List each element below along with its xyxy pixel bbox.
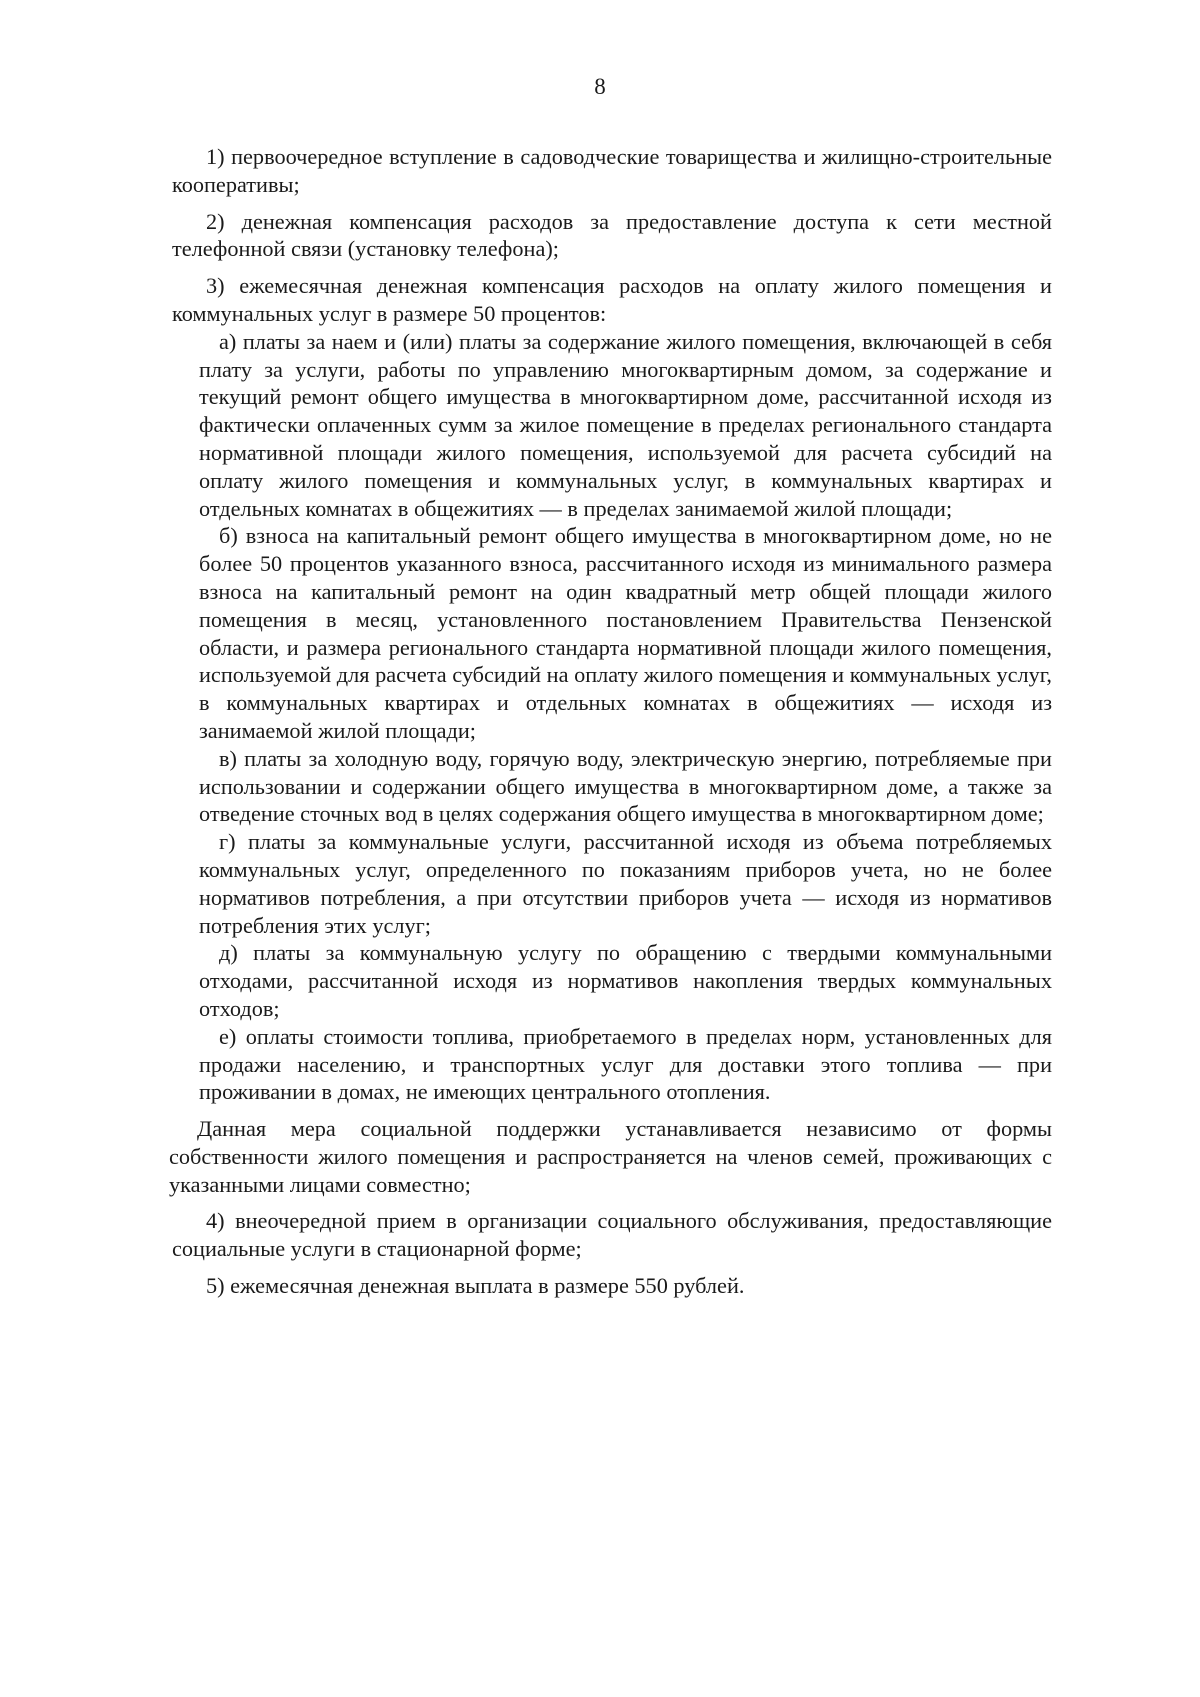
support-measure-paragraph: Данная мера социальной поддержки устанавливается независимо от формы собственности жилого помещения и распространяется на членов семей, проживающих с указанными лицами совместно; bbox=[169, 1116, 1052, 1197]
document-body bbox=[169, 143, 1052, 1309]
list-item-3: 3) ежемесячная денежная компенсация расходов на оплату жилого помещения и коммунальных услуг в размере 50 процентов: bbox=[172, 273, 1052, 326]
subitems-list bbox=[172, 328, 1052, 1106]
list-item-1: 1) первоочередное вступление в садоводческие товарищества и жилищно-строительные кооперативы; bbox=[172, 144, 1052, 197]
subitem-g: г) платы за коммунальные услуги, рассчитанной исходя из объема потребляемых коммунальных услуг, определенного по показаниям приборов учета, но не более нормативов потребления, а при отсутствии приборов учета — исходя из нормативов потребления этих услуг; bbox=[199, 829, 1052, 938]
subitem-v: в) платы за холодную воду, горячую воду, электрическую энергию, потребляемые при использовании и содержании общего имущества в многоквартирном доме, а также за отведение сточных вод в целях содержания общего имущества в многоквартирном доме; bbox=[199, 745, 1052, 827]
subitem-e: е) оплаты стоимости топлива, приобретаемого в пределах норм, установленных для продажи населению, и транспортных услуг для доставки этого топлива — при проживании в домах, не имеющих центрального отопления. bbox=[199, 1023, 1052, 1105]
subitem-b: б) взноса на капитальный ремонт общего имущества в многоквартирном доме, но не более 50 процентов указанного взноса, рассчитанного исходя из минимального размера взноса на капитальный ремонт на один квадратный метр общей площади жилого помещения в месяц, установленного постановлением Правительства Пензенской области, и размера регионального стандарта нормативной площади жилого помещения, используемой для расчета субсидий на оплату жилого помещения и коммунальных услуг, в коммунальных квартирах и отдельных комнатах в общежитиях — исходя из занимаемой жилой площади; bbox=[199, 523, 1052, 743]
list-item-4: 4) внеочередной прием в организации социального обслуживания, предоставляющие социальные услуги в стационарной форме; bbox=[172, 1208, 1052, 1262]
page-number: 8 bbox=[594, 74, 606, 99]
list-item-2: 2) денежная компенсация расходов за предоставление доступа к сети местной телефонной связи (установку телефона); bbox=[172, 208, 1052, 262]
subitem-a: а) платы за наем и (или) платы за содержание жилого помещения, включающей в себя плату за услуги, работы по управлению многоквартирным домом, за содержание и текущий ремонт общего имущества в многоквартирном доме, рассчитанной исходя из фактически оплаченных сумм за жилое помещение в пределах регионального стандарта нормативной площади жилого помещения, используемой для расчета субсидий на оплату жилого помещения и коммунальных услуг, в коммунальных квартирах и отдельных комнатах в общежитиях — в пределах занимаемой жилой площади; bbox=[199, 328, 1052, 521]
list-item-5: 5) ежемесячная денежная выплата в размере 550 рублей. bbox=[206, 1273, 745, 1299]
subitem-d: д) платы за коммунальную услугу по обращению с твердыми коммунальными отходами, рассчитанной исходя из нормативов накопления твердых коммунальных отходов; bbox=[199, 940, 1052, 1021]
